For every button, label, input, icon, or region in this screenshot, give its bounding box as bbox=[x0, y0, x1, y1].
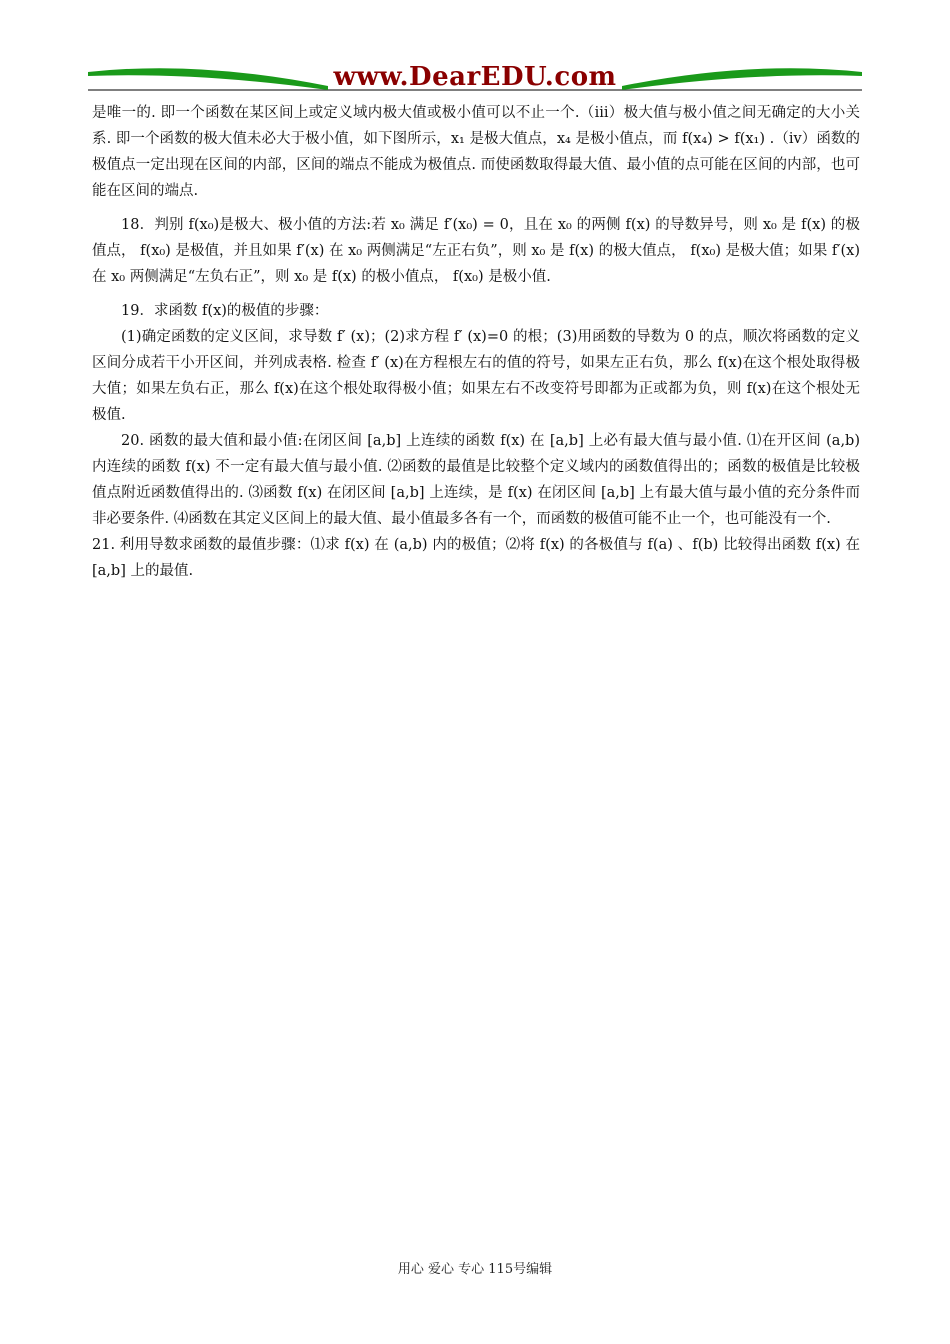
paragraph-extremum-notes: 是唯一的. 即一个函数在某区间上或定义域内极大值或极小值可以不止一个.（iii）极大值与极小值之间无确定的大小关系. 即一个函数的极大值未必大于极小值，如下图所示，x₁ 是极大值点，x₄ 是极小值点，而 f(x₄) > f(x₁) .（iv）函数的极值点一定出现在区间的内部，区间的端点不能成为极值点. 而使函数取得最大值、最小值的点可能在区间的内部，也可能在区间的端点. bbox=[92, 105, 860, 199]
paragraph-19-body: (1)确定函数的定义区间，求导数 f′ (x)；(2)求方程 f′ (x)=0 的根；(3)用函数的导数为 0 的点，顺次将函数的定义区间分成若干小开区间，并列成表格. 检查 f′ (x)在方程根左右的值的符号，如果左正右负，那么 f(x)在这个根处取得极大值；如果左负右正，那么 f(x)在这个根处取得极小值；如果左右不改变符号即都为正或都为负，则 f(x)在这个根处无极值. bbox=[92, 329, 860, 423]
paragraph-19-title: 19．求函数 f(x)的极值的步骤： bbox=[121, 303, 329, 319]
paragraph-20: 20. 函数的最大值和最小值:在闭区间 [a,b] 上连续的函数 f(x) 在 [a,b] 上必有最大值与最小值. ⑴在开区间 (a,b) 内连续的函数 f(x) 不一定有最大值与最小值. ⑵函数的最值是比较整个定义域内的函数值得出的；函数的极值是比较极值点附近函数值得出的. ⑶函数 f(x) 在闭区间 [a,b] 上连续，是 f(x) 在闭区间 [a,b] 上有最大值与最小值的充分条件而非必要条件. ⑷函数在其定义区间上的最大值、最小值最多各有一个，而函数的极值可能不止一个，也可能没有一个. bbox=[92, 433, 860, 527]
page-footer: 用心 爱心 专心 115号编辑 bbox=[397, 1262, 553, 1277]
document-body bbox=[92, 100, 860, 584]
paragraph-21: 21. 利用导数求函数的最值步骤：⑴求 f(x) 在 (a,b) 内的极值；⑵将 f(x) 的各极值与 f(a) 、f(b) 比较得出函数 f(x) 在 [a,b] 上的最值. bbox=[92, 537, 860, 579]
site-logo: www.DearEDU.com bbox=[333, 62, 617, 92]
paragraph-18: 18．判别 f(x₀)是极大、极小值的方法:若 x₀ 满足 f′(x₀) = 0，且在 x₀ 的两侧 f(x) 的导数异号，则 x₀ 是 f(x) 的极值点， f(x₀) 是极值，并且如果 f′(x) 在 x₀ 两侧满足“左正右负”，则 x₀ 是 f(x) 的极大值点， f(x₀) 是极大值；如果 f′(x) 在 x₀ 两侧满足“左负右正”，则 x₀ 是 f(x) 的极小值点， f(x₀) 是极小值. bbox=[92, 217, 860, 285]
page-header bbox=[88, 58, 862, 98]
